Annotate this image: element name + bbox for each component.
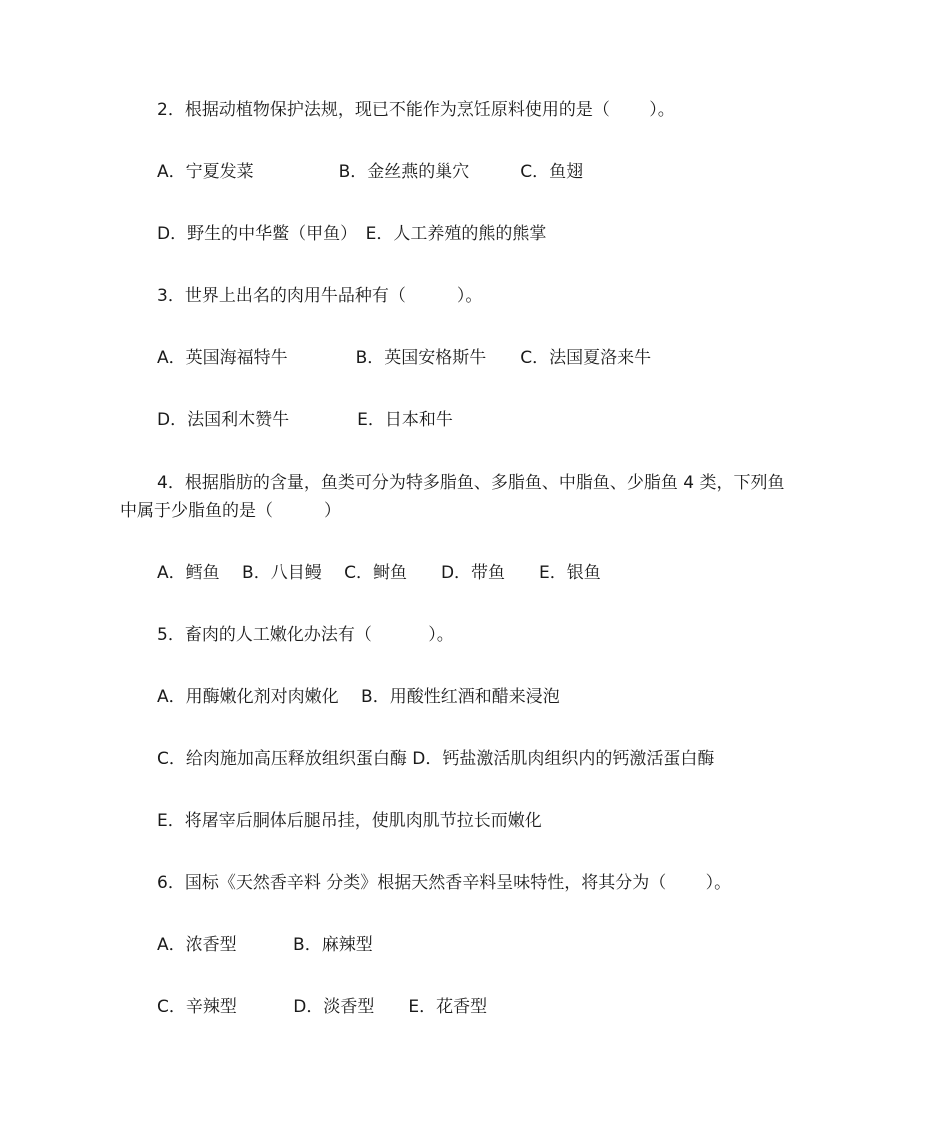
question-6-stem: 6．国标《天然香辛料 分类》根据天然香辛料呈味特性，将其分为（ ）。 (157, 873, 732, 893)
question-2-options-line-2: D．野生的中华鳖（甲鱼） E．人工养殖的熊的熊掌 (157, 224, 547, 244)
question-5-stem: 5．畜肉的人工嫩化办法有（ ）。 (157, 625, 454, 645)
question-5-options-line-2: C．给肉施加高压释放组织蛋白酶 D．钙盐激活肌肉组织内的钙激活蛋白酶 (157, 749, 715, 769)
question-5-options-line-3: E．将屠宰后胴体后腿吊挂，使肌肉肌节拉长而嫩化 (157, 811, 542, 831)
question-2-stem: 2．根据动植物保护法规，现已不能作为烹饪原料使用的是（ ）。 (157, 100, 675, 120)
question-3-options-line-1: A．英国海福特牛 B．英国安格斯牛 C．法国夏洛来牛 (157, 348, 652, 368)
question-6-options-line-2: C．辛辣型 D．淡香型 E．花香型 (157, 997, 488, 1017)
question-2-options-line-1: A．宁夏发菜 B．金丝燕的巢穴 C．鱼翅 (157, 162, 584, 182)
question-6-options-line-1: A．浓香型 B．麻辣型 (157, 935, 373, 955)
question-3-options-line-2: D．法国利木赞牛 E．日本和牛 (157, 410, 453, 430)
question-3-stem: 3．世界上出名的肉用牛品种有（ ）。 (157, 286, 483, 306)
question-4-stem-line-1: 4．根据脂肪的含量，鱼类可分为特多脂鱼、多脂鱼、中脂鱼、少脂鱼 4 类，下列鱼 (157, 473, 785, 493)
question-4-stem-line-2: 中属于少脂鱼的是（ ） (120, 501, 341, 521)
question-5-options-line-1: A．用酶嫩化剂对肉嫩化 B．用酸性红酒和醋来浸泡 (157, 687, 560, 707)
question-4-options-line-1: A．鳕鱼 B．八目鳗 C．鲥鱼 D．带鱼 E．银鱼 (157, 563, 601, 583)
